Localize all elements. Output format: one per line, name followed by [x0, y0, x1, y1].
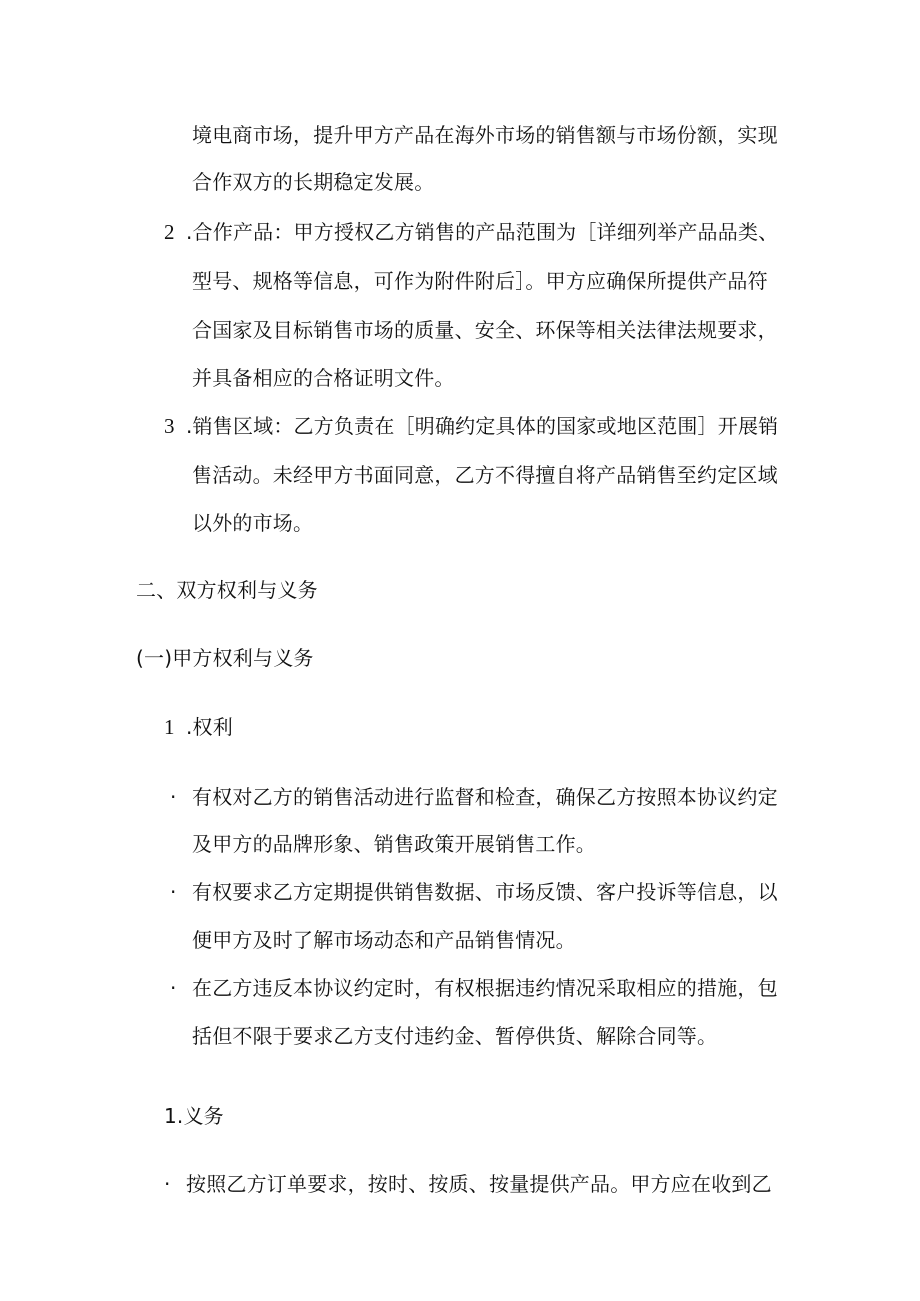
item-3-line-2: 售活动。未经甲方书面同意，乙方不得擅自将产品销售至约定区域: [192, 463, 778, 487]
rights-number: 1: [164, 715, 175, 739]
item-2-line-1: .合作产品：甲方授权乙方销售的产品范围为［详细列举产品品类、: [186, 220, 779, 244]
rights-title: .权利: [186, 715, 233, 739]
section-heading: 二、双方权利与义务: [136, 578, 318, 602]
rights-bullet-2-line-2: 便甲方及时了解市场动态和产品销售情况。: [192, 928, 576, 952]
rights-bullet-2-line-1: 有权要求乙方定期提供销售数据、市场反馈、客户投诉等信息，以: [192, 880, 778, 904]
item-3-line-1: .销售区域：乙方负责在［明确约定具体的国家或地区范围］开展销: [186, 414, 779, 438]
bullet-dot: ·: [170, 976, 177, 1000]
bullet-dot: ·: [170, 785, 177, 809]
intro-line-1: 境电商市场，提升甲方产品在海外市场的销售额与市场份额，实现: [192, 123, 778, 147]
item-2-number: 2: [164, 220, 175, 244]
subsection-heading: (一)甲方权利与义务: [136, 646, 314, 670]
intro-line-2: 合作双方的长期稳定发展。: [192, 170, 435, 194]
item-3-number: 3: [164, 414, 175, 438]
rights-bullet-1-line-1: 有权对乙方的销售活动进行监督和检查，确保乙方按照本协议约定: [192, 785, 778, 809]
rights-bullet-3-line-1: 在乙方违反本协议约定时，有权根据违约情况采取相应的措施，包: [192, 976, 778, 1000]
item-2-line-4: 并具备相应的合格证明文件。: [192, 366, 455, 390]
item-2-line-2: 型号、规格等信息，可作为附件附后］。甲方应确保所提供产品符: [192, 269, 768, 293]
obligations-title: 1.义务: [164, 1104, 224, 1128]
item-2-line-3: 合国家及目标销售市场的质量、安全、环保等相关法律法规要求，: [192, 318, 778, 342]
rights-bullet-3-line-2: 括但不限于要求乙方支付违约金、暂停供货、解除合同等。: [192, 1024, 718, 1048]
bullet-dot: ·: [170, 880, 177, 904]
rights-bullet-1-line-2: 及甲方的品牌形象、销售政策开展销售工作。: [192, 832, 596, 856]
obligations-bullet-1-line-1: 按照乙方订单要求，按时、按质、按量提供产品。甲方应在收到乙: [186, 1172, 772, 1196]
bullet-dot: ·: [164, 1172, 171, 1196]
item-3-line-3: 以外的市场。: [192, 511, 314, 535]
